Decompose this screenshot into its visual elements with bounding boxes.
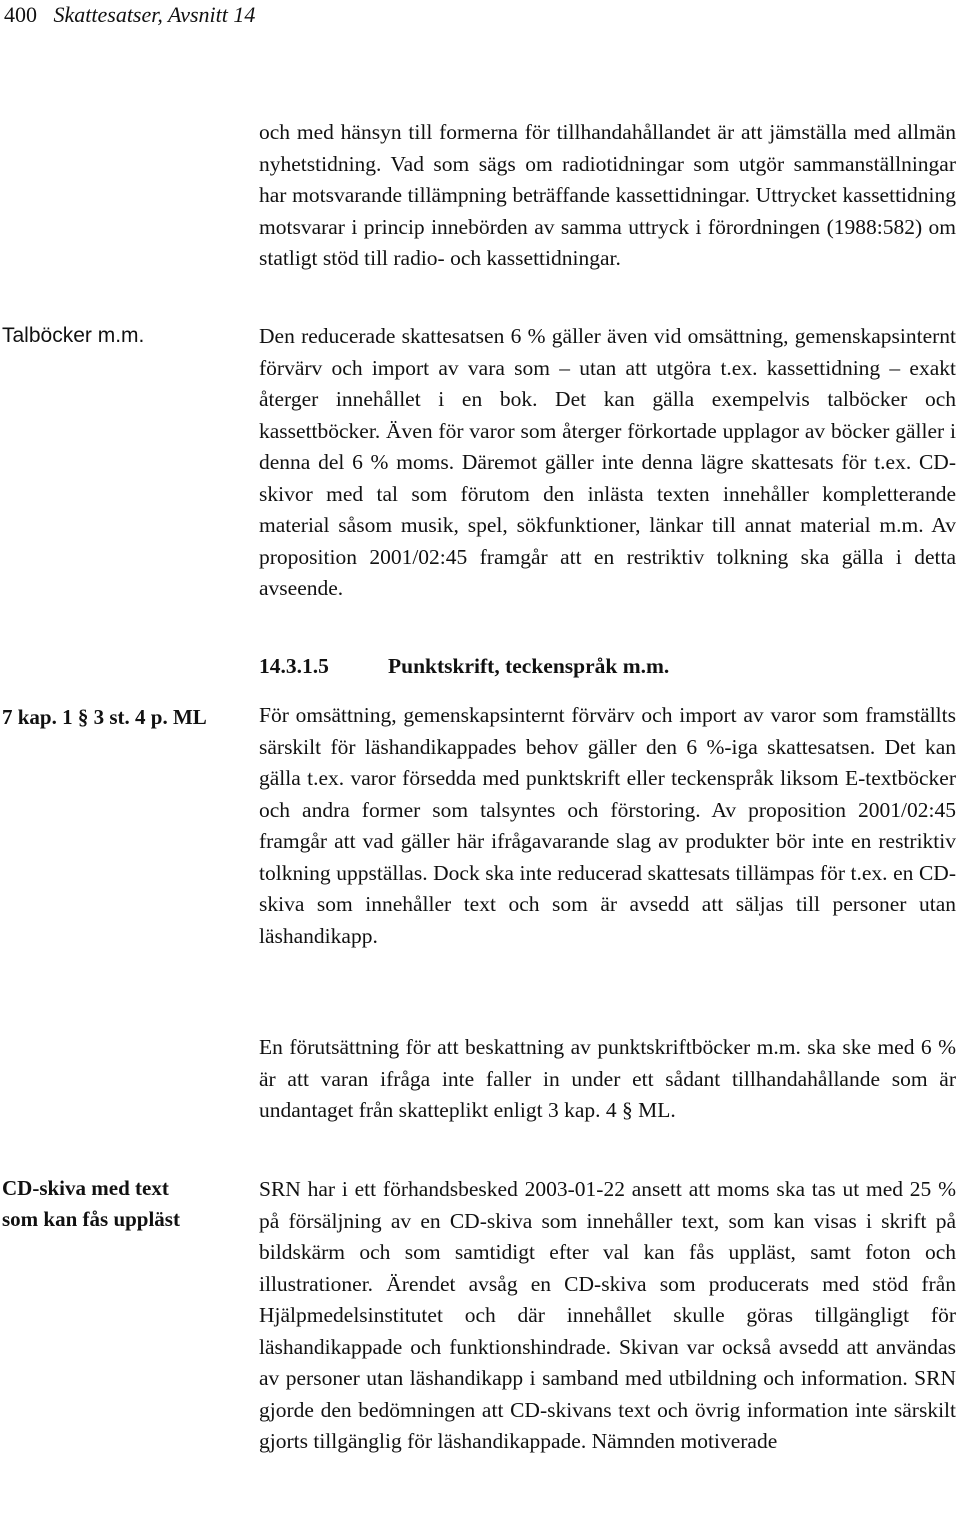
running-title: Skattesatser, Avsnitt 14 (53, 2, 256, 27)
margin-note-legal-reference: 7 kap. 1 § 3 st. 4 p. ML (2, 705, 207, 729)
margin-note-talbocker: Talböcker m.m. (2, 324, 145, 347)
page-number: 400 (4, 2, 37, 27)
paragraph-5: SRN har i ett förhandsbesked 2003-01-22 ansett att moms ska tas ut med 25 % på försäljning av en CD-skiva som innehåller text, som kan visas i skrift på bildskärm och som samtidigt efter val kan fås uppläst, samt foton och illustrationer. Ärendet avsåg en CD-skiva som producerats med stöd från Hjälpmedelsinstitutet och där innehållet skulle göras tillgängligt för läshandikappade och funktionshindrade. Skivan var också avsedd att användas av personer utan läshandikapp i samband med utbildning och information. SRN gjorde den bedömningen att CD-skivans text och övrig information inte särskilt gjorts tillgänglig för läshandikappade. Nämnden motiverade (259, 1177, 956, 1453)
section-title: Punktskrift, teckenspråk m.m. (388, 654, 670, 678)
section-heading (259, 651, 669, 681)
paragraph-1: och med hänsyn till formerna för tillhandahållandet är att jämställa med allmän nyhetstidning. Vad som sägs om radiotidningar som utgör sammanställningar har motsvarande tillämpning beträffande kassettidningar. Uttrycket kassettidning motsvarar i princip innebörden av samma uttryck i förordningen (1988:582) om statligt stöd till radio- och kassettidningar. (259, 120, 956, 270)
paragraph-3: För omsättning, gemenskapsinternt förvärv och import av varor som framställts särskilt för läshandikappades behov gäller den 6 %-iga skattesatsen. Det kan gälla t.ex. varor försedda med punktskrift eller teckenspråk liksom E-textböcker och andra former som talsyntes och förstoring. Av proposition 2001/02:45 framgår att vad gäller här ifrågavarande slag av produkter bör inte en restriktiv tolkning uppställas. Dock ska inte reducerad skattesats tillämpas för t.ex. en CD-skiva som innehåller text och som är avsedd att säljas till personer utan läshandikapp. (259, 703, 956, 948)
section-number: 14.3.1.5 (259, 654, 329, 678)
paragraph-4: En förutsättning för att beskattning av punktskriftböcker m.m. ska ske med 6 % är att varan ifråga inte faller in under ett sådant tillhandahållande som är undantaget från skatteplikt enligt 3 kap. 4 § ML. (259, 1035, 956, 1122)
page-header (4, 0, 255, 30)
paragraph-2: Den reducerade skattesatsen 6 % gäller även vid omsättning, gemenskapsinternt förvärv och import av vara som – utan att utgöra t.ex. kassettidning – exakt återger innehållet i en bok. Det kan gälla exempelvis talböcker och kassettböcker. Även för varor som återger förkortade upplagor av böcker gäller i denna del 6 % moms. Däremot gäller inte denna lägre skattesats för t.ex. CD-skivor med tal som förutom den inlästa texten innehåller kompletterande material såsom musik, spel, sökfunktioner, länkar till annat material m.m. Av proposition 2001/02:45 framgår att en restriktiv tolkning ska gälla i detta avseende. (259, 324, 956, 600)
margin-note-cd-skiva: CD-skiva med text som kan fås uppläst (2, 1176, 180, 1231)
